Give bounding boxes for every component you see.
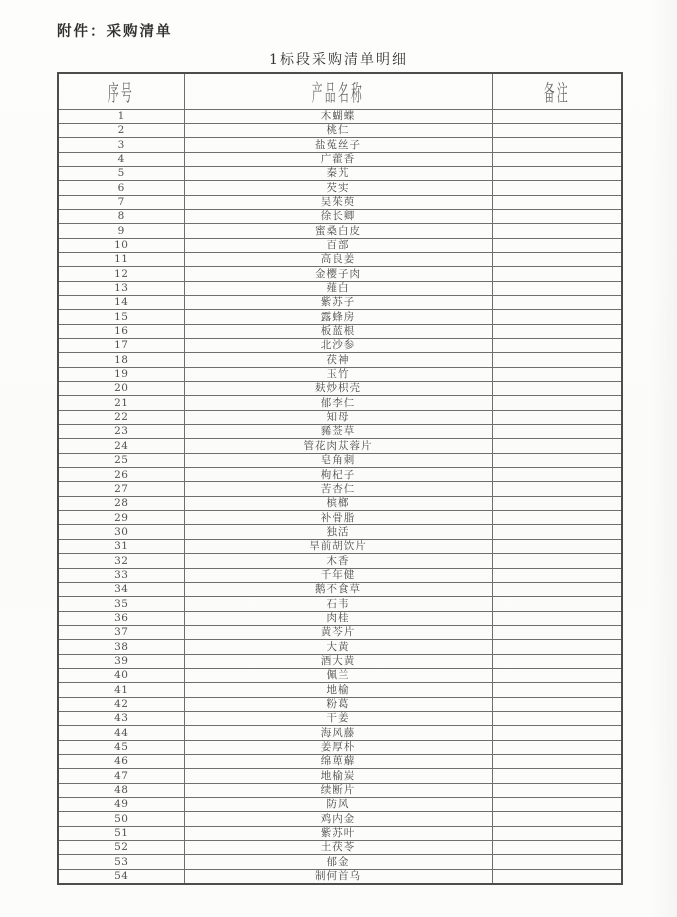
- product-name: 独活: [184, 525, 492, 539]
- column-header-product-name-label: 产品名称: [311, 81, 365, 108]
- product-name: 管花肉苁蓉片: [184, 439, 492, 453]
- product-name: 土茯苓: [184, 841, 492, 855]
- row-remark: [492, 511, 622, 525]
- table-row: [58, 754, 622, 768]
- row-remark: [492, 611, 622, 625]
- row-number: 15: [58, 310, 184, 324]
- row-number: 51: [58, 826, 184, 840]
- row-number: 13: [58, 281, 184, 295]
- product-name: 茯神: [184, 353, 492, 367]
- row-number: 35: [58, 597, 184, 611]
- table-row: [58, 181, 622, 195]
- row-number: 39: [58, 654, 184, 668]
- row-remark: [492, 367, 622, 381]
- row-number: 26: [58, 468, 184, 482]
- table-row: [58, 740, 622, 754]
- row-remark: [492, 295, 622, 309]
- table-row: [58, 625, 622, 639]
- row-number: 6: [58, 181, 184, 195]
- row-number: 16: [58, 324, 184, 338]
- row-number: 19: [58, 367, 184, 381]
- row-number: 3: [58, 138, 184, 152]
- table-row: [58, 654, 622, 668]
- product-name: 地榆炭: [184, 769, 492, 783]
- product-name: 木香: [184, 554, 492, 568]
- table-row: [58, 611, 622, 625]
- row-number: 2: [58, 123, 184, 137]
- row-remark: [492, 468, 622, 482]
- table-row: [58, 568, 622, 582]
- row-number: 53: [58, 855, 184, 869]
- row-number: 52: [58, 841, 184, 855]
- row-remark: [492, 554, 622, 568]
- row-number: 41: [58, 683, 184, 697]
- product-name: 粉葛: [184, 697, 492, 711]
- product-name: 蜜桑白皮: [184, 224, 492, 238]
- product-name: 补骨脂: [184, 511, 492, 525]
- row-number: 21: [58, 396, 184, 410]
- row-remark: [492, 224, 622, 238]
- table-row: [58, 396, 622, 410]
- table-row: [58, 453, 622, 467]
- row-number: 37: [58, 625, 184, 639]
- row-number: 20: [58, 382, 184, 396]
- procurement-table: [57, 72, 623, 885]
- row-remark: [492, 740, 622, 754]
- row-remark: [492, 654, 622, 668]
- row-remark: [492, 123, 622, 137]
- product-name: 续断片: [184, 783, 492, 797]
- table-row: [58, 238, 622, 252]
- row-number: 12: [58, 267, 184, 281]
- table-row: [58, 123, 622, 137]
- product-name: 秦艽: [184, 166, 492, 180]
- product-name: 北沙参: [184, 339, 492, 353]
- row-remark: [492, 453, 622, 467]
- table-row: [58, 267, 622, 281]
- table-row: [58, 539, 622, 553]
- table-row: [58, 468, 622, 482]
- table-row: [58, 726, 622, 740]
- row-remark: [492, 539, 622, 553]
- table-row: [58, 152, 622, 166]
- row-number: 8: [58, 209, 184, 223]
- row-number: 54: [58, 869, 184, 883]
- product-name: 桃仁: [184, 123, 492, 137]
- table-row: [58, 295, 622, 309]
- row-remark: [492, 396, 622, 410]
- product-name: 知母: [184, 410, 492, 424]
- table-row: [58, 511, 622, 525]
- column-header-remark-label: 备注: [543, 81, 570, 108]
- scan-edge-shading: [651, 0, 677, 917]
- table-row: [58, 812, 622, 826]
- product-name: 千年健: [184, 568, 492, 582]
- product-name: 豨莶草: [184, 425, 492, 439]
- row-remark: [492, 826, 622, 840]
- column-header-no: [58, 73, 184, 109]
- row-remark: [492, 482, 622, 496]
- row-number: 27: [58, 482, 184, 496]
- row-remark: [492, 668, 622, 682]
- product-name: 木蝴蝶: [184, 109, 492, 123]
- row-remark: [492, 640, 622, 654]
- product-name: 旱前胡饮片: [184, 539, 492, 553]
- row-remark: [492, 109, 622, 123]
- product-name: 郁金: [184, 855, 492, 869]
- row-number: 36: [58, 611, 184, 625]
- row-number: 49: [58, 798, 184, 812]
- row-remark: [492, 281, 622, 295]
- product-name: 绵萆薢: [184, 754, 492, 768]
- table-row: [58, 410, 622, 424]
- row-number: 33: [58, 568, 184, 582]
- row-number: 28: [58, 496, 184, 510]
- table-row: [58, 281, 622, 295]
- row-remark: [492, 582, 622, 596]
- product-name: 鹅不食草: [184, 582, 492, 596]
- row-remark: [492, 353, 622, 367]
- product-name: 肉桂: [184, 611, 492, 625]
- row-number: 38: [58, 640, 184, 654]
- product-name: 板蓝根: [184, 324, 492, 338]
- row-number: 22: [58, 410, 184, 424]
- row-remark: [492, 195, 622, 209]
- row-remark: [492, 410, 622, 424]
- table-row: [58, 166, 622, 180]
- row-number: 48: [58, 783, 184, 797]
- row-number: 29: [58, 511, 184, 525]
- table-row: [58, 697, 622, 711]
- product-name: 制何首乌: [184, 869, 492, 883]
- row-remark: [492, 812, 622, 826]
- product-name: 郁李仁: [184, 396, 492, 410]
- product-name: 玉竹: [184, 367, 492, 381]
- row-remark: [492, 252, 622, 266]
- table-row: [58, 668, 622, 682]
- column-header-no-label: 序号: [108, 81, 135, 108]
- row-number: 5: [58, 166, 184, 180]
- table-row: [58, 554, 622, 568]
- table-title: 1标段采购清单明细: [269, 52, 408, 68]
- table-row: [58, 138, 622, 152]
- row-remark: [492, 238, 622, 252]
- row-remark: [492, 439, 622, 453]
- row-number: 44: [58, 726, 184, 740]
- row-remark: [492, 869, 622, 883]
- product-name: 吴茱萸: [184, 195, 492, 209]
- table-row: [58, 382, 622, 396]
- row-number: 9: [58, 224, 184, 238]
- table-row: [58, 324, 622, 338]
- product-name: 地榆: [184, 683, 492, 697]
- row-number: 24: [58, 439, 184, 453]
- row-number: 4: [58, 152, 184, 166]
- row-remark: [492, 855, 622, 869]
- table-header-row: [58, 73, 622, 109]
- row-number: 7: [58, 195, 184, 209]
- row-remark: [492, 138, 622, 152]
- row-remark: [492, 339, 622, 353]
- table-row: [58, 640, 622, 654]
- attachment-label: 附件：采购清单: [57, 23, 173, 40]
- row-remark: [492, 711, 622, 725]
- row-remark: [492, 525, 622, 539]
- table-row: [58, 425, 622, 439]
- table-row: [58, 482, 622, 496]
- table-row: [58, 209, 622, 223]
- row-remark: [492, 783, 622, 797]
- product-name: 佩兰: [184, 668, 492, 682]
- row-remark: [492, 754, 622, 768]
- row-remark: [492, 726, 622, 740]
- table-row: [58, 869, 622, 883]
- table-row: [58, 195, 622, 209]
- row-remark: [492, 382, 622, 396]
- product-name: 金樱子肉: [184, 267, 492, 281]
- product-name: 苦杏仁: [184, 482, 492, 496]
- row-remark: [492, 568, 622, 582]
- product-name: 姜厚朴: [184, 740, 492, 754]
- row-number: 32: [58, 554, 184, 568]
- table-row: [58, 597, 622, 611]
- table-row: [58, 439, 622, 453]
- row-remark: [492, 597, 622, 611]
- row-number: 34: [58, 582, 184, 596]
- table-row: [58, 841, 622, 855]
- product-name: 紫苏叶: [184, 826, 492, 840]
- row-remark: [492, 798, 622, 812]
- row-remark: [492, 166, 622, 180]
- row-remark: [492, 425, 622, 439]
- table-row: [58, 109, 622, 123]
- table-row: [58, 769, 622, 783]
- row-number: 10: [58, 238, 184, 252]
- table-row: [58, 367, 622, 381]
- product-name: 薤白: [184, 281, 492, 295]
- product-name: 枸杞子: [184, 468, 492, 482]
- row-number: 46: [58, 754, 184, 768]
- column-header-product-name: [184, 73, 492, 109]
- table-row: [58, 310, 622, 324]
- table-row: [58, 339, 622, 353]
- product-name: 徐长卿: [184, 209, 492, 223]
- table-row: [58, 525, 622, 539]
- table-row: [58, 224, 622, 238]
- product-name: 百部: [184, 238, 492, 252]
- row-remark: [492, 697, 622, 711]
- row-number: 45: [58, 740, 184, 754]
- table-row: [58, 496, 622, 510]
- table-row: [58, 582, 622, 596]
- row-number: 14: [58, 295, 184, 309]
- table-body: [58, 109, 622, 884]
- table-row: [58, 353, 622, 367]
- product-name: 盐菟丝子: [184, 138, 492, 152]
- row-remark: [492, 841, 622, 855]
- table-row: [58, 798, 622, 812]
- row-number: 18: [58, 353, 184, 367]
- table-header: [58, 73, 622, 109]
- row-remark: [492, 769, 622, 783]
- table-row: [58, 711, 622, 725]
- table-row: [58, 826, 622, 840]
- row-number: 17: [58, 339, 184, 353]
- product-name: 露蜂房: [184, 310, 492, 324]
- row-number: 43: [58, 711, 184, 725]
- row-number: 30: [58, 525, 184, 539]
- product-name: 石韦: [184, 597, 492, 611]
- table-row: [58, 855, 622, 869]
- row-number: 25: [58, 453, 184, 467]
- row-number: 50: [58, 812, 184, 826]
- row-remark: [492, 683, 622, 697]
- product-name: 高良姜: [184, 252, 492, 266]
- row-number: 1: [58, 109, 184, 123]
- product-name: 海风藤: [184, 726, 492, 740]
- product-name: 槟榔: [184, 496, 492, 510]
- row-number: 40: [58, 668, 184, 682]
- product-name: 酒大黄: [184, 654, 492, 668]
- row-number: 23: [58, 425, 184, 439]
- row-number: 42: [58, 697, 184, 711]
- product-name: 鸡内金: [184, 812, 492, 826]
- row-remark: [492, 267, 622, 281]
- product-name: 皂角刺: [184, 453, 492, 467]
- row-remark: [492, 310, 622, 324]
- product-name: 大黄: [184, 640, 492, 654]
- row-remark: [492, 625, 622, 639]
- table-row: [58, 252, 622, 266]
- row-remark: [492, 152, 622, 166]
- row-number: 31: [58, 539, 184, 553]
- product-name: 防风: [184, 798, 492, 812]
- row-remark: [492, 496, 622, 510]
- table-row: [58, 783, 622, 797]
- row-remark: [492, 181, 622, 195]
- product-name: 紫苏子: [184, 295, 492, 309]
- product-name: 麸炒枳壳: [184, 382, 492, 396]
- product-name: 芡实: [184, 181, 492, 195]
- table-row: [58, 683, 622, 697]
- product-name: 黄芩片: [184, 625, 492, 639]
- product-name: 干姜: [184, 711, 492, 725]
- row-remark: [492, 209, 622, 223]
- row-number: 47: [58, 769, 184, 783]
- row-number: 11: [58, 252, 184, 266]
- column-header-remark: [492, 73, 622, 109]
- row-remark: [492, 324, 622, 338]
- product-name: 广藿香: [184, 152, 492, 166]
